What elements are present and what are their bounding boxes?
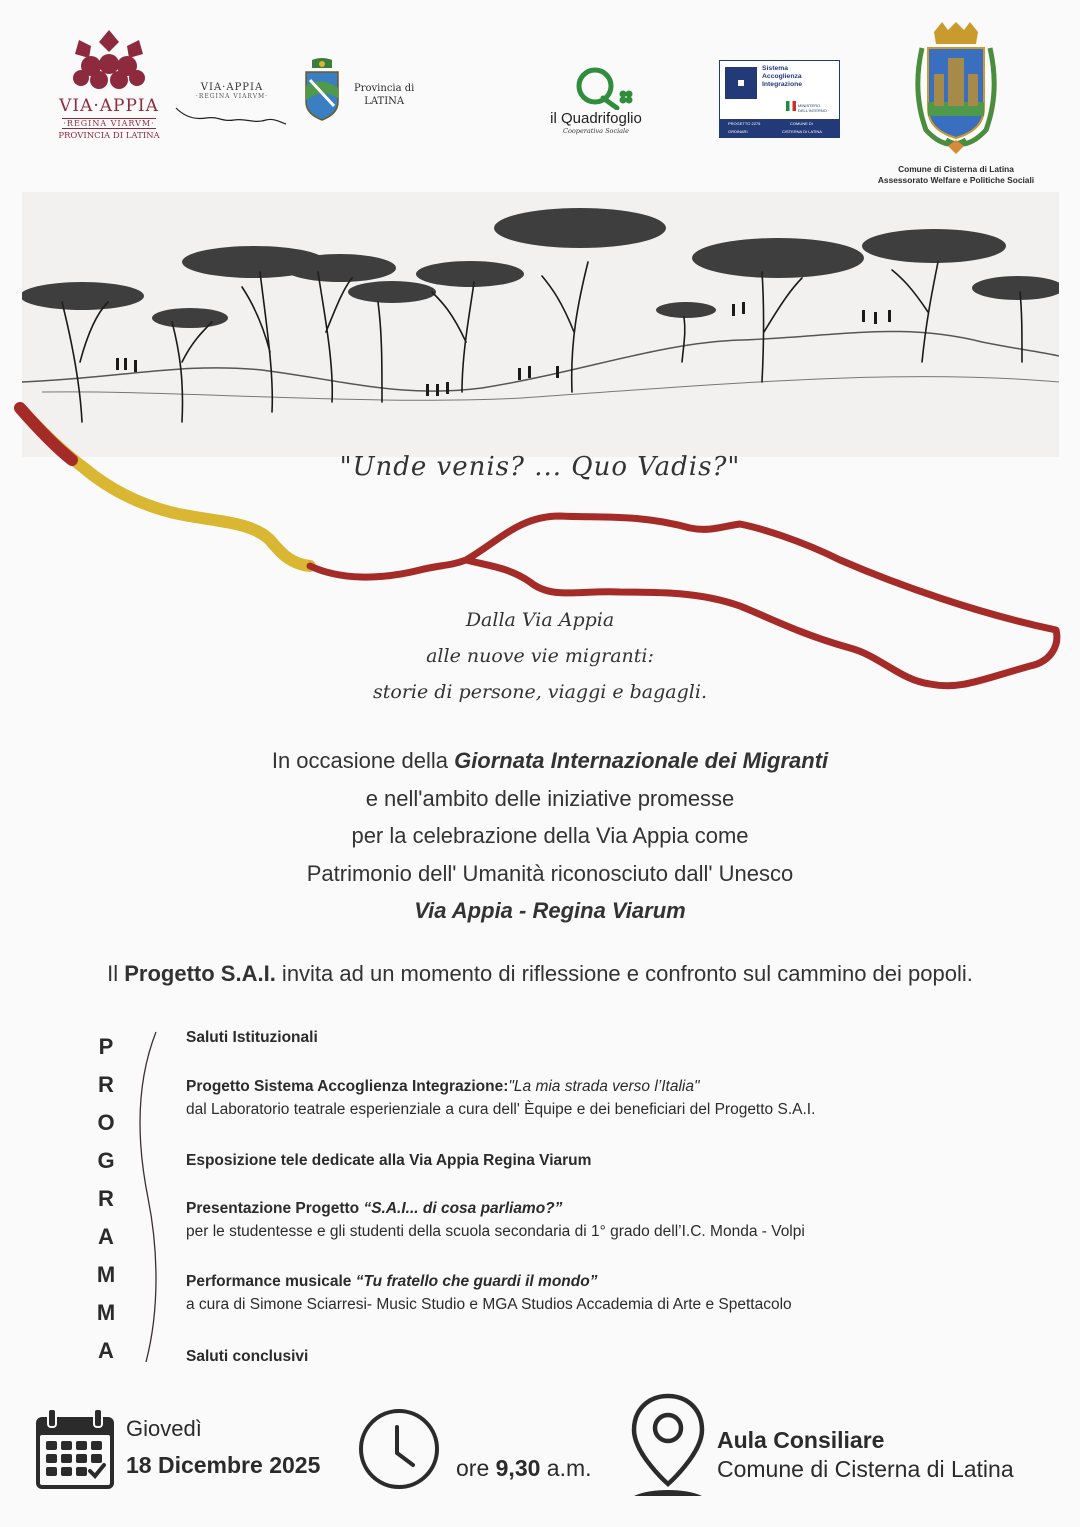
programma-letter: R xyxy=(98,1072,114,1097)
event-time-pre: ore xyxy=(456,1455,496,1481)
program-item-quote: “Tu fratello che guardi il mondo” xyxy=(355,1273,598,1290)
program-item xyxy=(186,1152,591,1170)
comune-line2: Assessorato Welfare e Politiche Sociali xyxy=(877,175,1035,185)
via-appia-logo xyxy=(58,28,160,141)
quadrifoglio-logo xyxy=(536,64,656,135)
sai-bar-left-bottom: ORDINARI xyxy=(728,129,748,134)
event-date: 18 Dicembre 2025 xyxy=(126,1452,321,1478)
coat-of-arms-icon xyxy=(302,58,342,122)
invite-bold: Progetto S.A.I. xyxy=(124,961,276,986)
via-appia-small-subtitle: ·REGINA VIARVM· xyxy=(195,93,269,100)
italy-flag-icon xyxy=(786,101,796,111)
event-day: Giovedì xyxy=(126,1416,202,1441)
comune-crest-icon xyxy=(906,22,1006,160)
program-item-title: Progetto Sistema Accoglienza Integrazione: xyxy=(186,1078,509,1095)
intro-line1-pre: In occasione della xyxy=(271,748,455,773)
event-subtitle xyxy=(300,602,780,710)
program-item-quote: "La mia strada verso l’Italia" xyxy=(508,1078,700,1095)
subtitle-line3: storie di persone, viaggi e bagagli. xyxy=(373,681,707,703)
via-appia-title: VIA·APPIA xyxy=(59,96,159,116)
intro-line1-bold: Giornata Internazionale dei Migranti xyxy=(454,748,829,773)
event-place-sub: Comune di Cisterna di Latina xyxy=(717,1456,1014,1482)
intro-line5-bold: Via Appia - Regina Viarum xyxy=(414,898,686,923)
sai-logo xyxy=(719,60,840,138)
event-place-title: Aula Consiliare xyxy=(717,1427,885,1453)
program-item xyxy=(186,1348,308,1366)
program-item xyxy=(186,1200,805,1241)
programma-letter: M xyxy=(96,1300,116,1325)
program-item-detail: per le studentesse e gli studenti della scuola secondaria di 1° grado dell’I.C. Monda - Volpi xyxy=(186,1223,805,1240)
sai-square-icon xyxy=(725,67,757,99)
invite-text xyxy=(0,961,1080,987)
provincia-line2: LATINA xyxy=(364,96,405,107)
program-item xyxy=(186,1078,815,1119)
programma-letter: G xyxy=(97,1148,115,1173)
sai-bar-right-top: COMUNE DI xyxy=(790,121,813,126)
programma-letter: A xyxy=(98,1224,114,1249)
program-item-title: Saluti Istituzionali xyxy=(186,1029,318,1046)
programma-letter: R xyxy=(98,1186,114,1211)
event-time-post: a.m. xyxy=(540,1455,592,1481)
programma-letter: M xyxy=(96,1262,116,1287)
calendar-icon xyxy=(34,1407,116,1491)
intro-line1 xyxy=(0,742,1080,780)
sai-ministry: MINISTERO DELL'INTERNO xyxy=(798,103,827,113)
invite-post: invita ad un momento di riflessione e confronto sul cammino dei popoli. xyxy=(275,961,973,986)
via-appia-caption: PROVINCIA DI LATINA xyxy=(58,131,160,141)
subtitle-line1: Dalla Via Appia xyxy=(465,609,615,631)
location-pin-icon xyxy=(630,1392,706,1504)
quadrifoglio-name: il Quadrifoglio xyxy=(550,110,642,127)
provincia-logo xyxy=(300,58,420,122)
sai-bar-left-top: PROGETTO 2275 xyxy=(728,121,761,126)
programma-letter: O xyxy=(97,1110,115,1135)
programma-letter: A xyxy=(98,1338,114,1363)
clock-icon xyxy=(357,1407,441,1491)
program-item-title: Esposizione tele dedicate alla Via Appia Regina Viarum xyxy=(186,1152,592,1169)
crown-icon xyxy=(61,28,157,90)
via-appia-subtitle: ·REGINA VIARVM· xyxy=(63,119,155,128)
intro-line4: Patrimonio dell' Umanità riconosciuto dall' Unesco xyxy=(306,860,794,886)
programma-divider xyxy=(130,1028,170,1368)
program-item xyxy=(186,1029,318,1047)
subtitle-line2: alle nuove vie migranti: xyxy=(426,645,654,667)
program-item-title: Presentazione Progetto xyxy=(186,1200,364,1217)
sai-bottom-bar xyxy=(720,119,839,137)
via-appia-small-logo xyxy=(174,82,290,130)
sai-name-line2: Accoglienza xyxy=(762,73,802,80)
comune-logo xyxy=(868,22,1044,186)
program-item xyxy=(186,1273,792,1314)
program-item-title: Performance musicale xyxy=(186,1273,356,1290)
provincia-line1: Provincia di xyxy=(354,83,415,94)
q-clover-icon xyxy=(551,64,641,110)
event-time-bold: 9,30 xyxy=(495,1455,541,1481)
invite-pre: Il xyxy=(107,961,125,986)
intro-line2: e nell'ambito delle iniziative promesse xyxy=(365,785,735,811)
intro-line3: per la celebrazione della Via Appia come xyxy=(351,823,749,848)
intro-line5 xyxy=(0,892,1080,930)
road-line-icon xyxy=(174,100,290,126)
sai-name xyxy=(762,65,802,89)
program-item-detail: dal Laboratorio teatrale esperienziale a cura dell' Èquipe e dei beneficiari del Progetto S.A.I. xyxy=(186,1101,816,1118)
programma-label xyxy=(92,1028,120,1370)
program-item-title: Saluti conclusivi xyxy=(186,1348,309,1365)
program-item-quote: “S.A.I... di cosa parliamo?” xyxy=(363,1200,563,1217)
sai-name-line3: Integrazione xyxy=(762,81,803,88)
intro-text xyxy=(0,742,1080,930)
comune-line1: Comune di Cisterna di Latina xyxy=(898,164,1014,174)
sai-name-line1: Sistema xyxy=(762,65,789,72)
event-time xyxy=(456,1455,592,1482)
programma-letter: P xyxy=(98,1034,114,1059)
sai-bar-right-bottom: CISTERNA DI LATINA xyxy=(782,129,822,134)
motto: "Unde venis? ... Quo Vadis?" xyxy=(339,452,741,482)
quadrifoglio-tagline: Cooperativa Sociale xyxy=(563,127,629,135)
program-item-detail: a cura di Simone Sciarresi- Music Studio e MGA Studios Accademia di Arte e Spettacolo xyxy=(186,1296,792,1313)
via-appia-small-title: VIA·APPIA xyxy=(200,82,264,93)
provincia-text xyxy=(354,82,414,108)
